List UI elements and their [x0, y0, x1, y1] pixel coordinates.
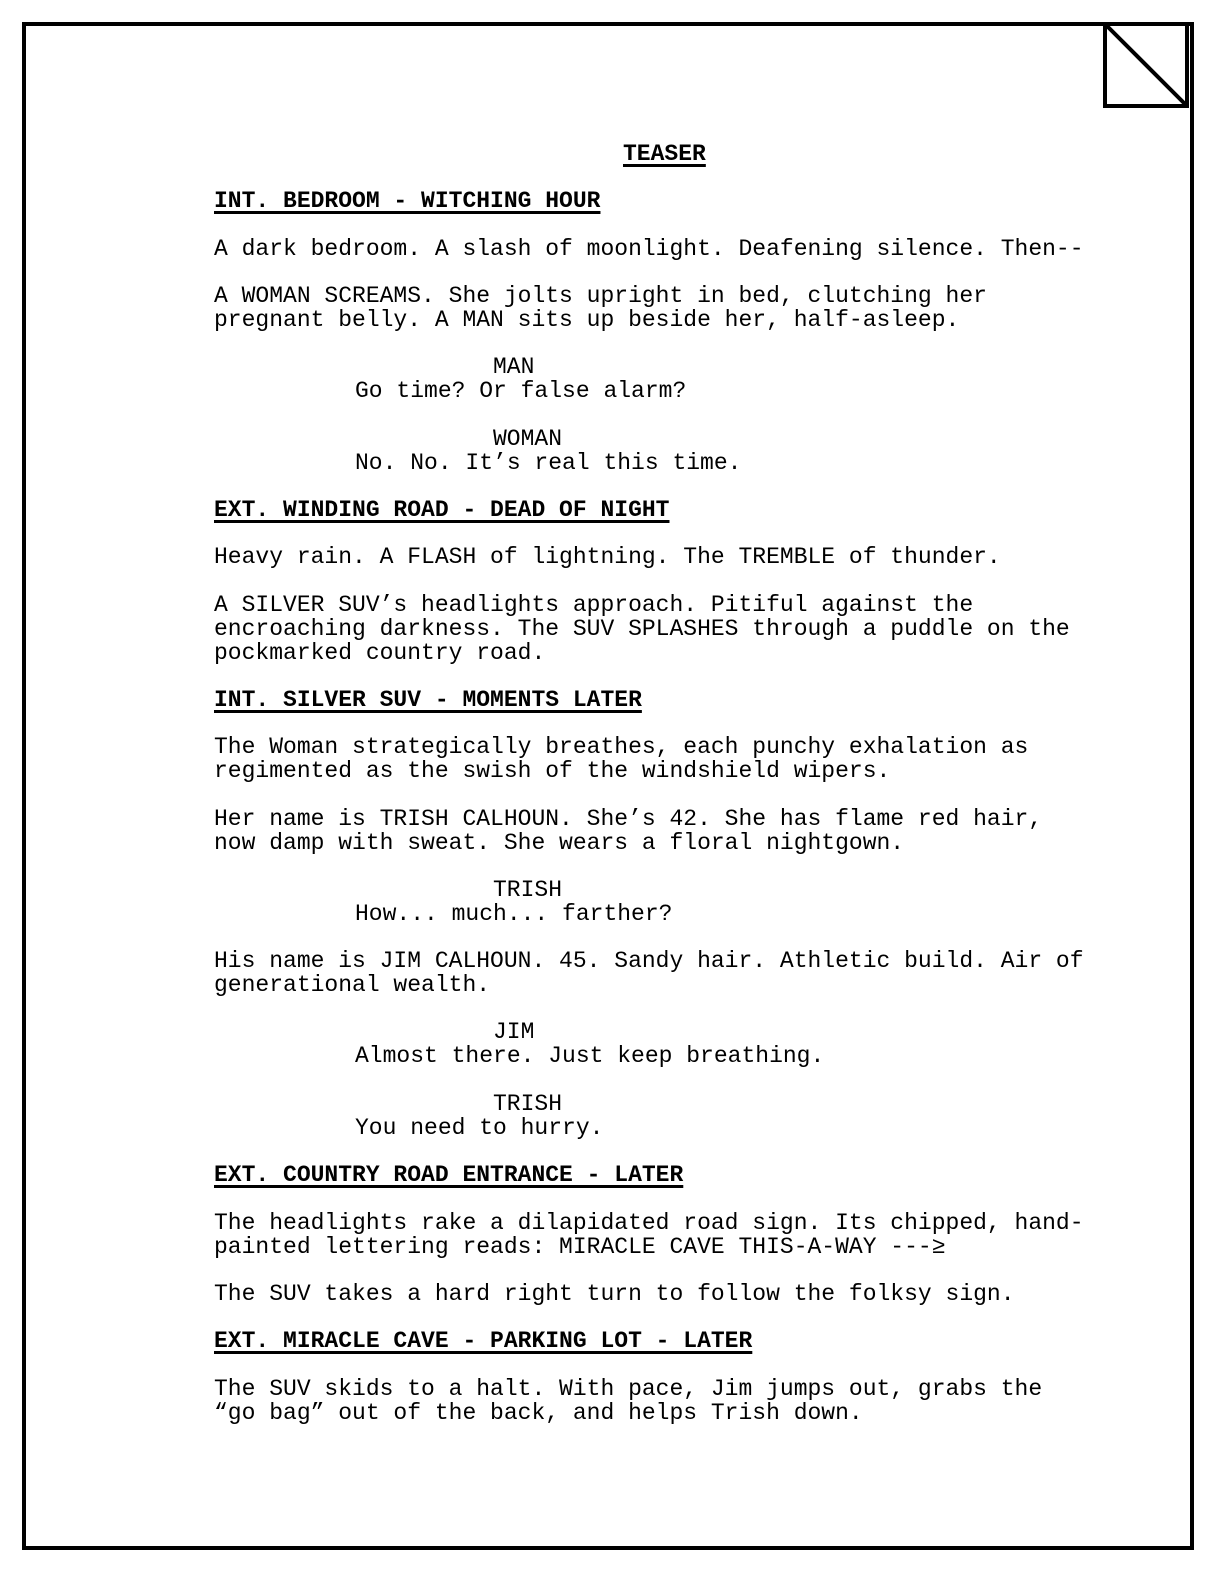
action-line: The SUV takes a hard right turn to follow the folksy sign.: [214, 1281, 1015, 1307]
script-title: TEASER: [623, 141, 706, 167]
character-name: TRISH: [493, 877, 563, 903]
page-corner-fold-icon: [1103, 22, 1189, 108]
character-name: WOMAN: [493, 426, 563, 452]
character-name: MAN: [493, 354, 535, 380]
dialogue-line: You need to hurry.: [355, 1115, 604, 1141]
dialogue-line: Go time? Or false alarm?: [355, 378, 687, 404]
scene-heading: EXT. COUNTRY ROAD ENTRANCE - LATER: [214, 1162, 684, 1188]
action-line: The headlights rake a dilapidated road sign. Its chipped, hand-: [214, 1210, 1084, 1236]
action-line: now damp with sweat. She wears a floral nightgown.: [214, 830, 905, 856]
action-line: A dark bedroom. A slash of moonlight. Deafening silence. Then--: [214, 236, 1084, 262]
action-line: encroaching darkness. The SUV SPLASHES through a puddle on the: [214, 616, 1070, 642]
action-line: A SILVER SUV’s headlights approach. Pitiful against the: [214, 592, 974, 618]
scene-heading: INT. SILVER SUV - MOMENTS LATER: [214, 687, 642, 713]
dialogue-line: Almost there. Just keep breathing.: [355, 1043, 825, 1069]
action-line: The SUV skids to a halt. With pace, Jim jumps out, grabs the: [214, 1376, 1043, 1402]
action-line: Her name is TRISH CALHOUN. She’s 42. She has flame red hair,: [214, 806, 1043, 832]
character-name: JIM: [493, 1019, 535, 1045]
dialogue-line: No. No. It’s real this time.: [355, 450, 742, 476]
character-name: TRISH: [493, 1091, 563, 1117]
action-line: pockmarked country road.: [214, 640, 546, 666]
scene-heading: EXT. WINDING ROAD - DEAD OF NIGHT: [214, 497, 670, 523]
action-line: The Woman strategically breathes, each punchy exhalation as: [214, 734, 1029, 760]
action-line: generational wealth.: [214, 972, 491, 998]
action-line: pregnant belly. A MAN sits up beside her, half-asleep.: [214, 307, 960, 333]
action-line: Heavy rain. A FLASH of lightning. The TREMBLE of thunder.: [214, 544, 1001, 570]
action-line: His name is JIM CALHOUN. 45. Sandy hair. Athletic build. Air of: [214, 948, 1084, 974]
action-line: regimented as the swish of the windshield wipers.: [214, 758, 891, 784]
action-line: painted lettering reads: MIRACLE CAVE THIS-A-WAY ---≥: [214, 1234, 946, 1260]
scene-heading: INT. BEDROOM - WITCHING HOUR: [214, 188, 601, 214]
dialogue-line: How... much... farther?: [355, 901, 673, 927]
action-line: “go bag” out of the back, and helps Trish down.: [214, 1400, 863, 1426]
scene-heading: EXT. MIRACLE CAVE - PARKING LOT - LATER: [214, 1328, 753, 1354]
action-line: A WOMAN SCREAMS. She jolts upright in bed, clutching her: [214, 283, 987, 309]
